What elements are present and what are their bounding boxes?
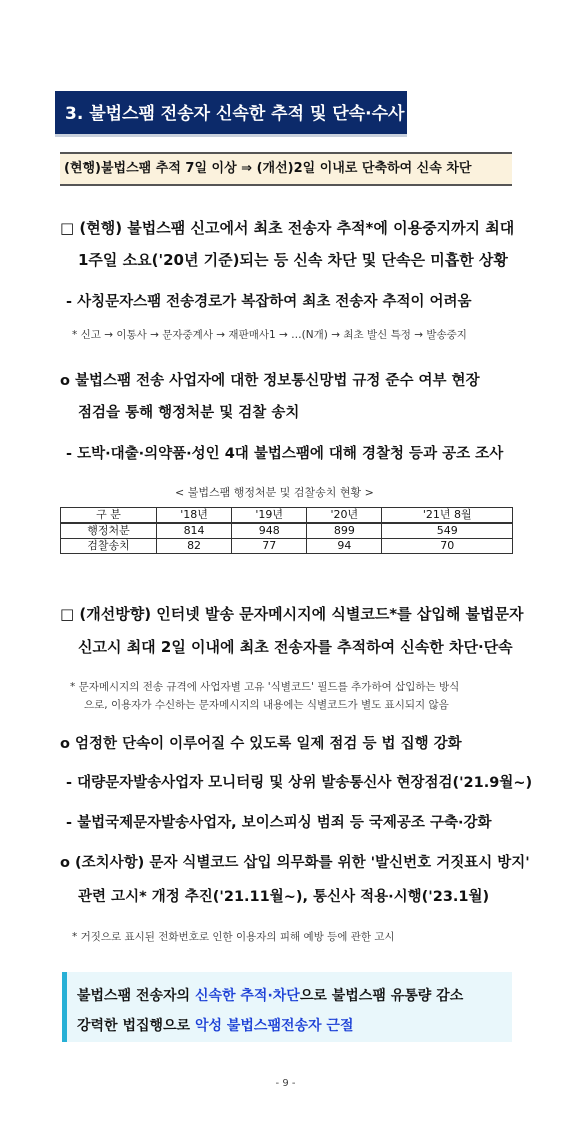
improvement-dash-1: - 대량문자발송사업자 모니터링 및 상위 발송통신사 현장점검('21.9월~) [66,775,533,791]
improvement-footnote-3: * 거짓으로 표시된 전화번호로 인한 이용자의 피해 예방 등에 관한 고시 [72,931,395,943]
table-cell: 77 [232,539,307,554]
summary-text: (현행)불법스팸 추적 7일 이상 ⇒ (개선)2일 이내로 단축하여 신속 차단 [64,161,472,176]
table-caption: < 불법스팸 행정처분 및 검찰송치 현황 > [175,486,374,499]
table-cell: 549 [382,523,513,539]
conclusion-line-1 [77,985,463,1005]
improvement-o2-line2: 관련 고시* 개정 추진('21.11월~), 통신사 적용·시행('23.1월) [78,889,490,905]
table-cell: 899 [307,523,382,539]
conclusion-highlight: 악성 불법스팸전송자 근절 [194,1018,354,1034]
current-heading-line1: □ (현행) 불법스팸 신고에서 최초 전송자 추적*에 이용중지까지 최대 [60,219,515,237]
current-footnote: * 신고 → 이통사 → 문자중계사 → 재판매사1 → …(N개) → 최초 발신 특정 → 발송중지 [72,329,467,341]
current-dash-1: - 사칭문자스팸 전송경로가 복잡하여 최초 전송자 추적이 어려움 [66,294,472,310]
table-cell: 검찰송치 [61,539,157,554]
improvement-heading-line2: 신고시 최대 2일 이내에 최초 전송자를 추적하여 신속한 차단·단속 [78,638,513,656]
conclusion-highlight: 신속한 추적·차단 [194,988,300,1004]
conclusion-box [62,972,512,1042]
stats-table [60,507,513,554]
section-title: 3. 불법스팸 전송자 신속한 추적 및 단속·수사 강화 [65,104,444,124]
table-header-cell: '20년 [307,508,382,524]
table-row [61,523,513,539]
improvement-footnote-line2: 으로, 이용자가 수신하는 문자메시지의 내용에는 식별코드가 별도 표시되지 않음 [84,699,449,711]
conclusion-text: 불법스팸 전송자의 [77,988,195,1004]
improvement-footnote-line1: * 문자메시지의 전송 규격에 사업자별 고유 '식별코드' 필드를 추가하여 삽입하는 방식 [70,681,460,693]
conclusion-line-2 [77,1015,353,1035]
conclusion-text: 강력한 법집행으로 [77,1018,195,1034]
conclusion-text: 으로 불법스팸 유통량 감소 [299,988,464,1004]
table-cell: 70 [382,539,513,554]
current-heading-line2: 1주일 소요('20년 기준)되는 등 신속 차단 및 단속은 미흡한 상황 [78,251,508,269]
improvement-heading-line1: □ (개선방향) 인터넷 발송 문자메시지에 식별코드*를 삽입해 불법문자 [60,605,524,623]
table-header-cell: '21년 8월 [382,508,513,524]
section-title-banner [55,91,444,137]
table-header-row [61,508,513,524]
current-dash-2: - 도박·대출·의약품·성인 4대 불법스팸에 대해 경찰청 등과 공조 조사 [66,446,504,462]
improvement-o2-line1: o (조치사항) 문자 식별코드 삽입 의무화를 위한 '발신번호 거짓표시 방지' [60,855,530,871]
table-row [61,539,513,554]
table-cell: 94 [307,539,382,554]
page-number: - 9 - [275,1078,296,1089]
table-cell: 814 [157,523,232,539]
table-header-cell: 구 분 [61,508,157,524]
table-header-cell: '18년 [157,508,232,524]
table-cell: 행정처분 [61,523,157,539]
improvement-o1: o 엄정한 단속이 이루어질 수 있도록 일제 점검 등 법 집행 강화 [60,736,462,752]
current-o1-line2: 점검을 통해 행정처분 및 검찰 송치 [78,405,300,421]
table-header-cell: '19년 [232,508,307,524]
current-o1-line1: o 불법스팸 전송 사업자에 대한 정보통신망법 규정 준수 여부 현장 [60,373,480,389]
summary-box [60,152,512,186]
table-cell: 82 [157,539,232,554]
improvement-dash-2: - 불법국제문자발송사업자, 보이스피싱 범죄 등 국제공조 구축·강화 [66,815,492,831]
table-cell: 948 [232,523,307,539]
